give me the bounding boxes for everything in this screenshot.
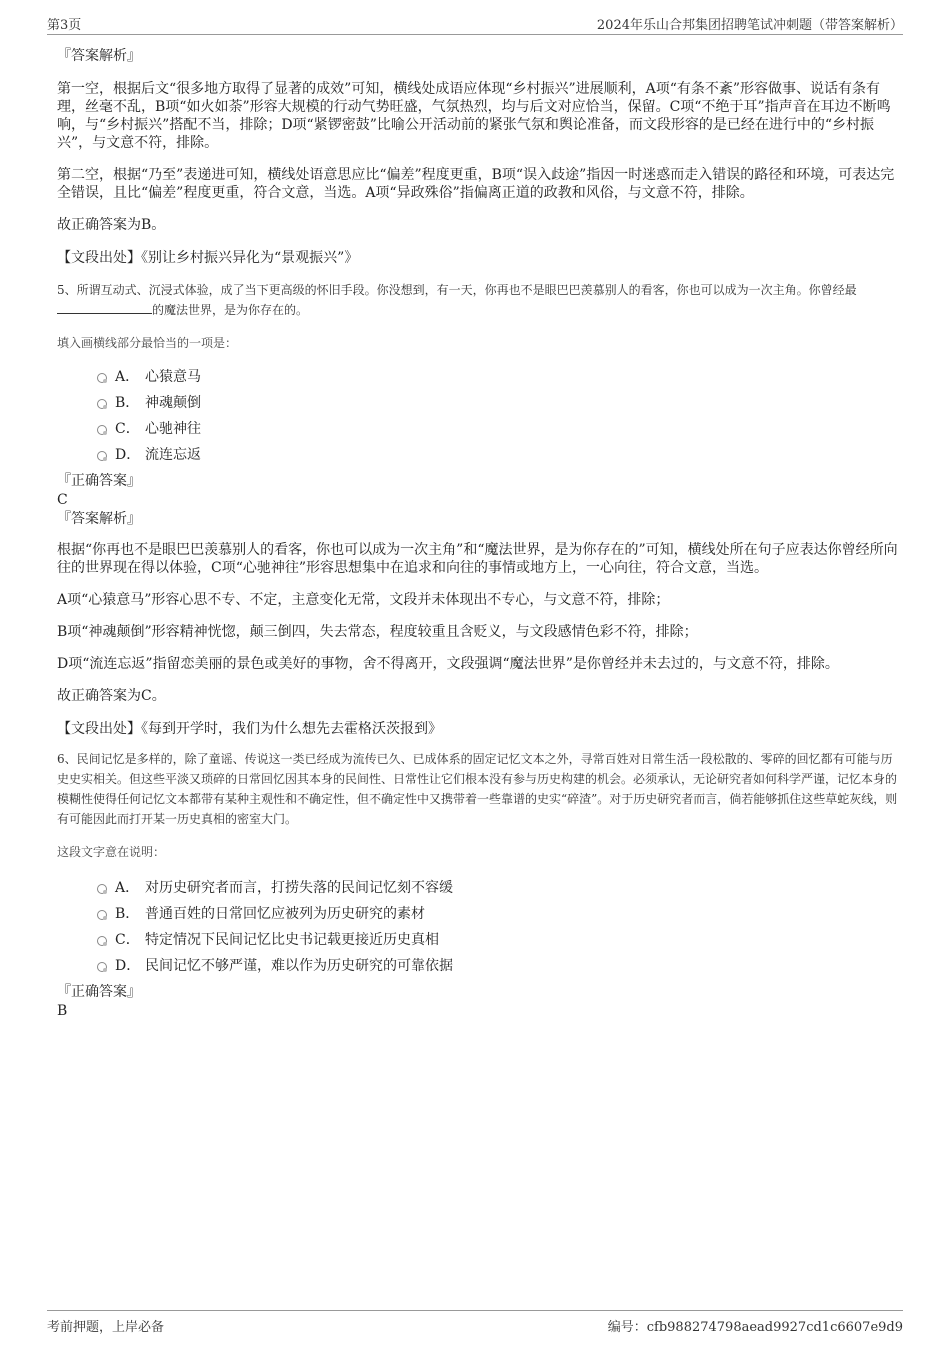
source-citation: 【文段出处】《每到开学时，我们为什么想先去霍格沃茨报到》 <box>57 721 442 737</box>
option-d[interactable]: D． 流连忘返 <box>57 443 899 469</box>
analysis-paragraph: B项“神魂颠倒”形容精神恍惚，颠三倒四，失去常态，程度较重且含贬义，与文段感情色彩不符，排除； <box>57 624 698 640</box>
page-number: 第3页 <box>47 18 82 33</box>
fill-blank <box>57 301 152 314</box>
analysis-paragraph: A项“心猿意马”形容心思不专、不定，主意变化无常，文段并未体现出不专心，与文意不符，排除； <box>57 592 670 608</box>
question-5-text: 5、所谓互动式、沉浸式体验，成了当下更高级的怀旧手段。你没想到，有一天，你再也不是眼巴巴羡慕别人的看客，你也可以成为一次主角。你曾经最的魔法世界，是为你存在的。 <box>57 283 857 317</box>
radio-icon[interactable] <box>97 399 107 409</box>
option-c[interactable]: C． 心驰神往 <box>57 417 899 443</box>
radio-icon[interactable] <box>97 962 107 972</box>
question-6-text: 6、民间记忆是多样的，除了童谣、传说这一类已经成为流传已久、已成体系的固定记忆文本之外，寻常百姓对日常生活一段松散的、零碎的回忆都有可能与历史史实相关。但这些平淡又琐碎的日常回忆因其本身的民间性、日常性让它们根本没有参与历史构建的机会。必须承认，无论研究者如何科学严谨，记忆本身的模糊性使得任何记忆文本都带有某种主观性和不确定性，但不确定性中又携带着一些靠谱的史实“碎渣”。对于历史研究者而言，倘若能够抓住这些草蛇灰线，则有可能因此而打开某一历史真相的密室大门。 <box>57 752 898 826</box>
page-footer <box>47 1310 903 1335</box>
correct-answer: B <box>57 1003 68 1019</box>
page-header <box>47 10 903 35</box>
correct-answer: C <box>57 492 68 508</box>
analysis-paragraph: D项“流连忘返”指留恋美丽的景色或美好的事物，舍不得离开，文段强调“魔法世界”是你曾经并未去过的，与文意不符，排除。 <box>57 656 839 672</box>
answer-conclusion: 故正确答案为B。 <box>57 217 166 233</box>
radio-icon[interactable] <box>97 425 107 435</box>
radio-icon[interactable] <box>97 910 107 920</box>
answer-conclusion: 故正确答案为C。 <box>57 688 166 704</box>
option-c[interactable]: C． 特定情况下民间记忆比史书记载更接近历史真相 <box>57 928 899 954</box>
document-id: 编号：cfb988274798aead9927cd1c6607e9d9 <box>607 1320 903 1335</box>
option-d[interactable]: D． 民间记忆不够严谨，难以作为历史研究的可靠依据 <box>57 954 899 980</box>
question-prompt: 这段文字意在说明： <box>57 845 166 859</box>
radio-icon[interactable] <box>97 373 107 383</box>
analysis-label: 『答案解析』 <box>57 511 141 527</box>
analysis-paragraph: 根据“你再也不是眼巴巴羡慕别人的看客，你也可以成为一次主角”和“魔法世界，是为你存在的”可知，横线处所在句子应表达你曾经所向往的世界现在得以体验，C项“心驰神往”形容思想集中在追求和向往的事情或地方上，一心向往，符合文意，当选。 <box>57 542 898 576</box>
analysis-label: 『答案解析』 <box>57 48 141 64</box>
option-list <box>57 876 899 980</box>
radio-icon[interactable] <box>97 936 107 946</box>
correct-answer-label: 『正确答案』 <box>57 984 141 1000</box>
analysis-paragraph: 第一空，根据后文“很多地方取得了显著的成效”可知，横线处成语应体现“乡村振兴”进展顺利，A项“有条不紊”形容做事、说话有条有理，丝毫不乱，B项“如火如荼”形容大规模的行动气势旺盛，气氛热烈，均与后文对应恰当，保留。C项“不绝于耳”指声音在耳边不断鸣响，与“乡村振兴”搭配不当，排除；D项“紧锣密鼓”比喻公开活动前的紧张气氛和舆论准备，而文段形容的是已经在进行中的“乡村振兴”，与文意不符，排除。 <box>57 81 891 151</box>
question-prompt: 填入画横线部分最恰当的一项是： <box>57 336 238 350</box>
footer-slogan: 考前押题，上岸必备 <box>47 1320 165 1335</box>
radio-icon[interactable] <box>97 884 107 894</box>
document-body <box>57 46 899 1020</box>
option-b[interactable]: B． 神魂颠倒 <box>57 391 899 417</box>
source-citation: 【文段出处】《别让乡村振兴异化为“景观振兴”》 <box>57 250 359 266</box>
document-title: 2024年乐山合邦集团招聘笔试冲刺题（带答案解析） <box>596 18 903 33</box>
option-a[interactable]: A． 心猿意马 <box>57 365 899 391</box>
option-a[interactable]: A． 对历史研究者而言，打捞失落的民间记忆刻不容缓 <box>57 876 899 902</box>
radio-icon[interactable] <box>97 451 107 461</box>
correct-answer-label: 『正确答案』 <box>57 473 141 489</box>
option-list <box>57 365 899 469</box>
analysis-paragraph: 第二空，根据“乃至”表递进可知，横线处语意思应比“偏差”程度更重，B项“误入歧途”指因一时迷惑而走入错误的路径和环境，可表达完全错误，且比“偏差”程度更重，符合文意，当选。A项“异政殊俗”指偏离正道的政教和风俗，与文意不符，排除。 <box>57 167 895 201</box>
option-b[interactable]: B． 普通百姓的日常回忆应被列为历史研究的素材 <box>57 902 899 928</box>
